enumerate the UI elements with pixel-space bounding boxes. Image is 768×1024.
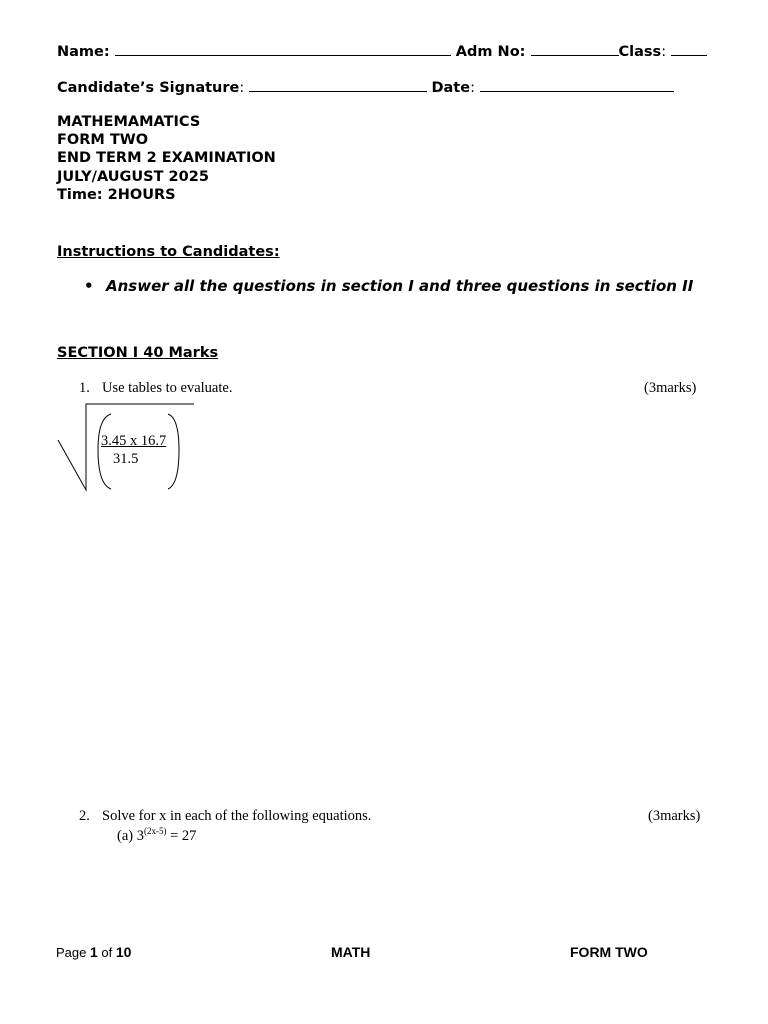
instructions-heading: Instructions to Candidates: (57, 244, 280, 260)
bullet-icon: • (84, 277, 94, 295)
question-2a (117, 826, 196, 845)
signature-field[interactable] (249, 77, 427, 92)
question-2-marks: (3marks) (648, 808, 701, 824)
right-parenthesis-icon (168, 414, 179, 489)
signature-row (57, 77, 674, 96)
page-word: Page (56, 945, 87, 960)
instruction-text: Answer all the questions in section I and three questions in section II (106, 277, 694, 295)
page-number: 1 (90, 944, 98, 960)
exam-details (57, 113, 276, 204)
exam-session: JULY/AUGUST 2025 (57, 168, 209, 185)
question-1-marks: (3marks) (644, 380, 697, 396)
date-label: Date (431, 80, 471, 96)
left-parenthesis-icon (98, 414, 111, 489)
name-row (57, 41, 707, 60)
fraction-denominator: 31.5 (113, 451, 139, 467)
footer-subject: MATH (331, 944, 371, 960)
name-field[interactable] (115, 41, 451, 56)
name-label: Name: (57, 44, 110, 60)
signature-colon: : (239, 80, 245, 96)
signature-label: Candidate’s Signature (57, 80, 240, 96)
adm-no-field[interactable] (531, 41, 619, 56)
page-indicator (56, 944, 131, 960)
section-title: SECTION I 40 Marks (57, 345, 219, 361)
class-colon: : (661, 44, 667, 60)
of-word: of (101, 945, 113, 960)
question-2-text: Solve for x in each of the following equations. (102, 808, 372, 824)
question-2a-rhs: = 27 (170, 827, 197, 844)
footer-form: FORM TWO (570, 944, 648, 960)
exam-term: END TERM 2 EXAMINATION (57, 150, 276, 167)
question-2a-label: (a) (117, 827, 134, 844)
question-2a-exponent: (2x-5) (143, 826, 167, 836)
question-1-text: Use tables to evaluate. (102, 380, 233, 396)
question-2a-base: 3 (136, 827, 144, 844)
question-2-number: 2. (79, 808, 90, 824)
adm-no-label: Adm No: (455, 44, 526, 60)
exam-time: Time: 2HOURS (57, 186, 176, 203)
instruction-item (84, 277, 693, 295)
date-field[interactable] (480, 77, 674, 92)
question-1-number: 1. (79, 380, 90, 396)
date-colon: : (470, 80, 475, 96)
exam-subject: MATHEMAMATICS (57, 114, 201, 130)
page-total: 10 (115, 944, 132, 960)
fraction-numerator: 3.45 x 16.7 (101, 433, 167, 449)
exam-form: FORM TWO (57, 132, 149, 149)
class-label: Class (618, 44, 662, 60)
class-field[interactable] (671, 41, 707, 56)
